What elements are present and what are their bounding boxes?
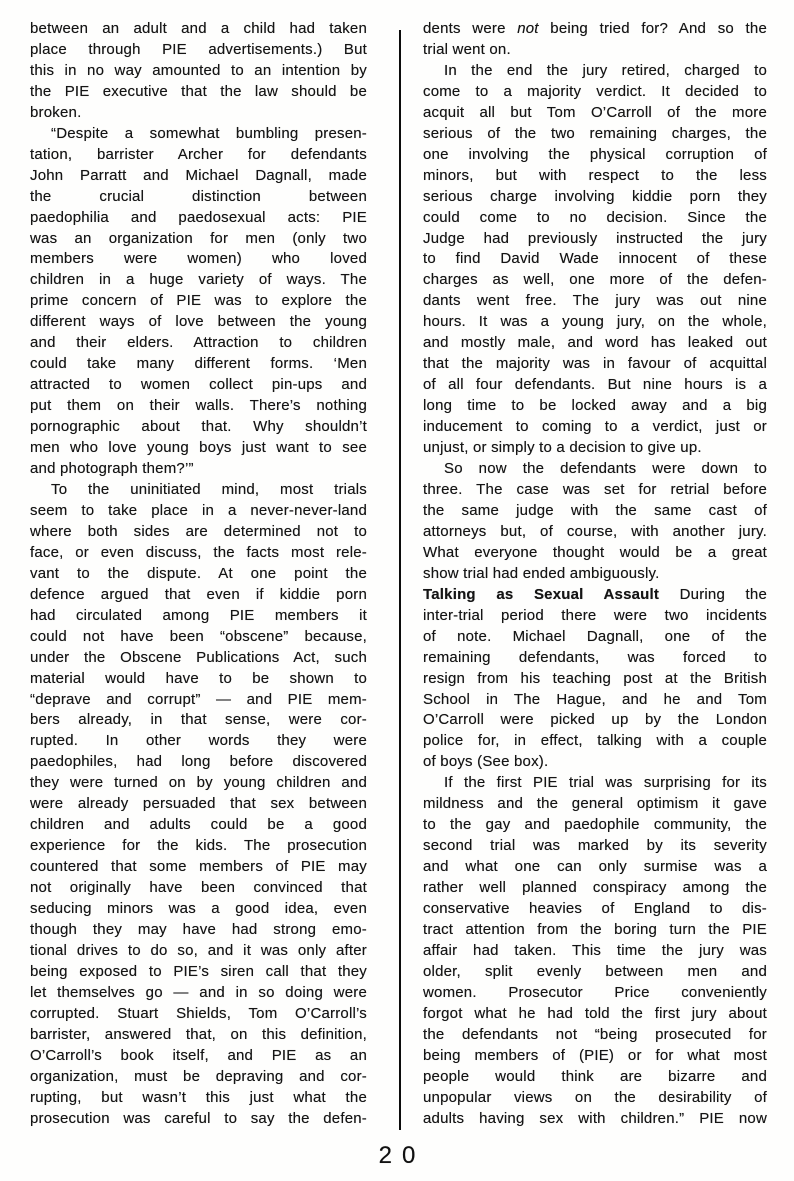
paragraph xyxy=(30,19,367,124)
text-line: of boys (See box). xyxy=(423,753,549,771)
paragraph xyxy=(423,61,767,459)
text-line: vant to the dispute. At one point the xyxy=(30,564,367,582)
text-line: paedophiles, had long before discovered xyxy=(30,753,367,771)
text-line: and photograph them?’” xyxy=(30,460,194,478)
paragraph xyxy=(423,19,767,61)
text-line: defence argued that even if kiddie porn xyxy=(30,585,367,603)
text-line: the crucial distinction between xyxy=(30,187,367,205)
paragraph xyxy=(30,480,367,1130)
text-line: If the first PIE trial was surprising for its xyxy=(444,774,767,792)
text-line: paedophilia and paedosexual acts: PIE xyxy=(30,208,367,226)
paragraph xyxy=(423,459,767,585)
text-line: being exposed to PIE’s siren call that they xyxy=(30,962,367,980)
text-line: and their elders. Attraction to children xyxy=(30,334,367,352)
text-line: broken. xyxy=(30,103,82,121)
text-line: dents were not being tried for? And so the xyxy=(423,20,767,37)
text-line: and what one can only surmise was a xyxy=(423,858,767,876)
text-line: rupting, but wasn’t this just what the xyxy=(30,1088,367,1106)
text-line: John Parratt and Michael Dagnall, made xyxy=(30,166,367,184)
text-line: could not have been “obscene” because, xyxy=(30,627,367,645)
text-line: In the end the jury retired, charged to xyxy=(444,61,767,79)
text-line: So now the defendants were down to xyxy=(444,460,767,478)
text-line: tation, barrister Archer for defendants xyxy=(30,145,367,163)
text-line: though they may have had strong emo- xyxy=(30,920,367,938)
text-line: under the Obscene Publications Act, such xyxy=(30,648,367,666)
text-line: not originally have been convinced that xyxy=(30,879,367,897)
text-line: material would have to be shown to xyxy=(30,669,367,687)
text-line: prosecution was careful to say the defen- xyxy=(30,1109,367,1127)
text-line: put them on their walls. There’s nothing xyxy=(30,397,367,415)
text-line: the same judge with the same cast of xyxy=(423,501,767,519)
text-line: acquit all but Tom O’Carroll of the more xyxy=(423,103,767,121)
text-line: bers already, in that sense, were cor- xyxy=(30,711,367,729)
text-line: long time to be locked away and a big xyxy=(423,397,767,415)
text-line: different ways of love between the young xyxy=(30,313,367,331)
text-line: could take many different forms. ‘Men xyxy=(30,355,367,373)
text-line: prime concern of PIE was to explore the xyxy=(30,292,367,310)
text-line: attracted to women collect pin-ups and xyxy=(30,376,367,394)
text-line: members were women) who loved xyxy=(30,250,367,268)
text-line: women. Prosecutor Price conveniently xyxy=(423,983,767,1001)
text-line: experience for the kids. The prosecution xyxy=(30,837,367,855)
text-line: this in no way amounted to an intention by xyxy=(30,61,367,79)
text-line: of note. Michael Dagnall, one of the xyxy=(423,627,767,645)
text-line: the PIE executive that the law should be xyxy=(30,82,367,100)
text-line: place through PIE advertisements.) But xyxy=(30,40,367,58)
text-line: they were turned on by young children and xyxy=(30,774,367,792)
text-line: inducement to coming to a verdict, just or xyxy=(423,418,767,436)
text-line: come to a majority verdict. It decided to xyxy=(423,82,767,100)
text-line: O’Carroll’s book itself, and PIE as an xyxy=(30,1046,367,1064)
text-line: were already persuaded that sex between xyxy=(30,795,367,813)
text-line: charges as well, one more of the defen- xyxy=(423,271,767,289)
text-line: to the gay and paedophile community, the xyxy=(423,816,767,834)
text-line: tract attention from the boring turn the PIE xyxy=(423,920,767,938)
text-line: and mostly male, and word has leaked out xyxy=(423,334,767,352)
text-line: forgot what he had told the first jury about xyxy=(423,1004,767,1022)
text-line: barrister, answered that, on this definition, xyxy=(30,1025,367,1043)
text-line: pornographic about that. Why shouldn’t xyxy=(30,418,367,436)
text-line: of all four defendants. But nine hours is a xyxy=(423,376,767,394)
text-line: show trial had ended ambiguously. xyxy=(423,564,660,582)
text-line: “deprave and corrupt” — and PIE mem- xyxy=(30,690,367,708)
text-line: let themselves go — and in so doing were xyxy=(30,983,367,1001)
text-line: seem to take place in a never-never-land xyxy=(30,501,367,519)
text-line: Talking as Sexual Assault During the xyxy=(423,585,767,603)
text-line: serious of the two remaining charges, the xyxy=(423,124,767,142)
text-line: conservative heavies of England to dis- xyxy=(423,900,767,918)
text-line: unpopular views on the desirability of xyxy=(423,1088,767,1106)
text-line: rupted. In other words they were xyxy=(30,732,367,750)
text-line: that the majority was in favour of acquittal xyxy=(423,355,767,373)
text-line: corrupted. Stuart Shields, Tom O’Carroll’s xyxy=(30,1004,367,1022)
text-line: older, split evenly between men and xyxy=(423,962,767,980)
text-line: O’Carroll were picked up by the London xyxy=(423,711,767,729)
text-line: organization, must be depraving and cor- xyxy=(30,1067,367,1085)
column-divider-rule xyxy=(399,30,401,1130)
text-line: children in a huge variety of ways. The xyxy=(30,271,367,289)
text-line: tional drives to do so, and it was only after xyxy=(30,941,367,959)
right-text-column xyxy=(423,19,767,1130)
text-line: To the uninitiated mind, most trials xyxy=(51,480,367,498)
text-line: the defendants not “being prosecuted for xyxy=(423,1025,767,1043)
text-line: people would think are bizarre and xyxy=(423,1067,767,1085)
text-line: seducing minors was a good idea, even xyxy=(30,900,367,918)
text-line: trial went on. xyxy=(423,40,511,58)
paragraph xyxy=(423,585,767,774)
text-line: What everyone thought would be a great xyxy=(423,543,767,561)
text-line: face, or even discuss, the facts most rele- xyxy=(30,543,367,561)
text-line: second trial was marked by its severity xyxy=(423,837,767,855)
text-line: “Despite a somewhat bumbling presen- xyxy=(51,124,367,142)
text-line: men who love young boys just want to see xyxy=(30,439,367,457)
text-line: between an adult and a child had taken xyxy=(30,20,367,37)
text-line: three. The case was set for retrial before xyxy=(423,480,767,498)
text-line: being members of (PIE) or for what most xyxy=(423,1046,767,1064)
text-line: one involving the physical corruption of xyxy=(423,145,767,163)
paragraph xyxy=(423,773,767,1129)
text-line: affair had taken. This time the jury was xyxy=(423,941,767,959)
text-line: mildness and the general optimism it gave xyxy=(423,795,767,813)
text-line: hours. It was a young jury, on the whole, xyxy=(423,313,767,331)
text-line: was an organization for men (only two xyxy=(30,229,367,247)
paragraph xyxy=(30,124,367,480)
text-line: countered that some members of PIE may xyxy=(30,858,367,876)
text-line: could come to no decision. Since the xyxy=(423,208,767,226)
text-line: unjust, or simply to a decision to give up. xyxy=(423,439,702,457)
text-line: School in The Hague, and he and Tom xyxy=(423,690,767,708)
text-line: resign from his teaching post at the British xyxy=(423,669,767,687)
text-line: where both sides are determined not to xyxy=(30,522,367,540)
text-line: dants went free. The jury was out nine xyxy=(423,292,767,310)
page-number: 20 xyxy=(378,1142,426,1169)
text-line: children and adults could be a good xyxy=(30,816,367,834)
text-line: had circulated among PIE members it xyxy=(30,606,367,624)
text-line: Judge had previously instructed the jury xyxy=(423,229,767,247)
text-line: adults having sex with children.” PIE now xyxy=(423,1109,767,1127)
text-line: remaining defendants, was forced to xyxy=(423,648,767,666)
text-line: police for, in effect, talking with a couple xyxy=(423,732,767,750)
text-line: minors, but with respect to the less xyxy=(423,166,767,184)
text-line: inter-trial period there were two incidents xyxy=(423,606,767,624)
text-line: to find David Wade innocent of these xyxy=(423,250,767,268)
text-line: attorneys but, of course, with another jury. xyxy=(423,522,767,540)
text-line: serious charge involving kiddie porn they xyxy=(423,187,767,205)
left-text-column xyxy=(30,19,367,1130)
text-line: rather well planned conspiracy among the xyxy=(423,879,767,897)
